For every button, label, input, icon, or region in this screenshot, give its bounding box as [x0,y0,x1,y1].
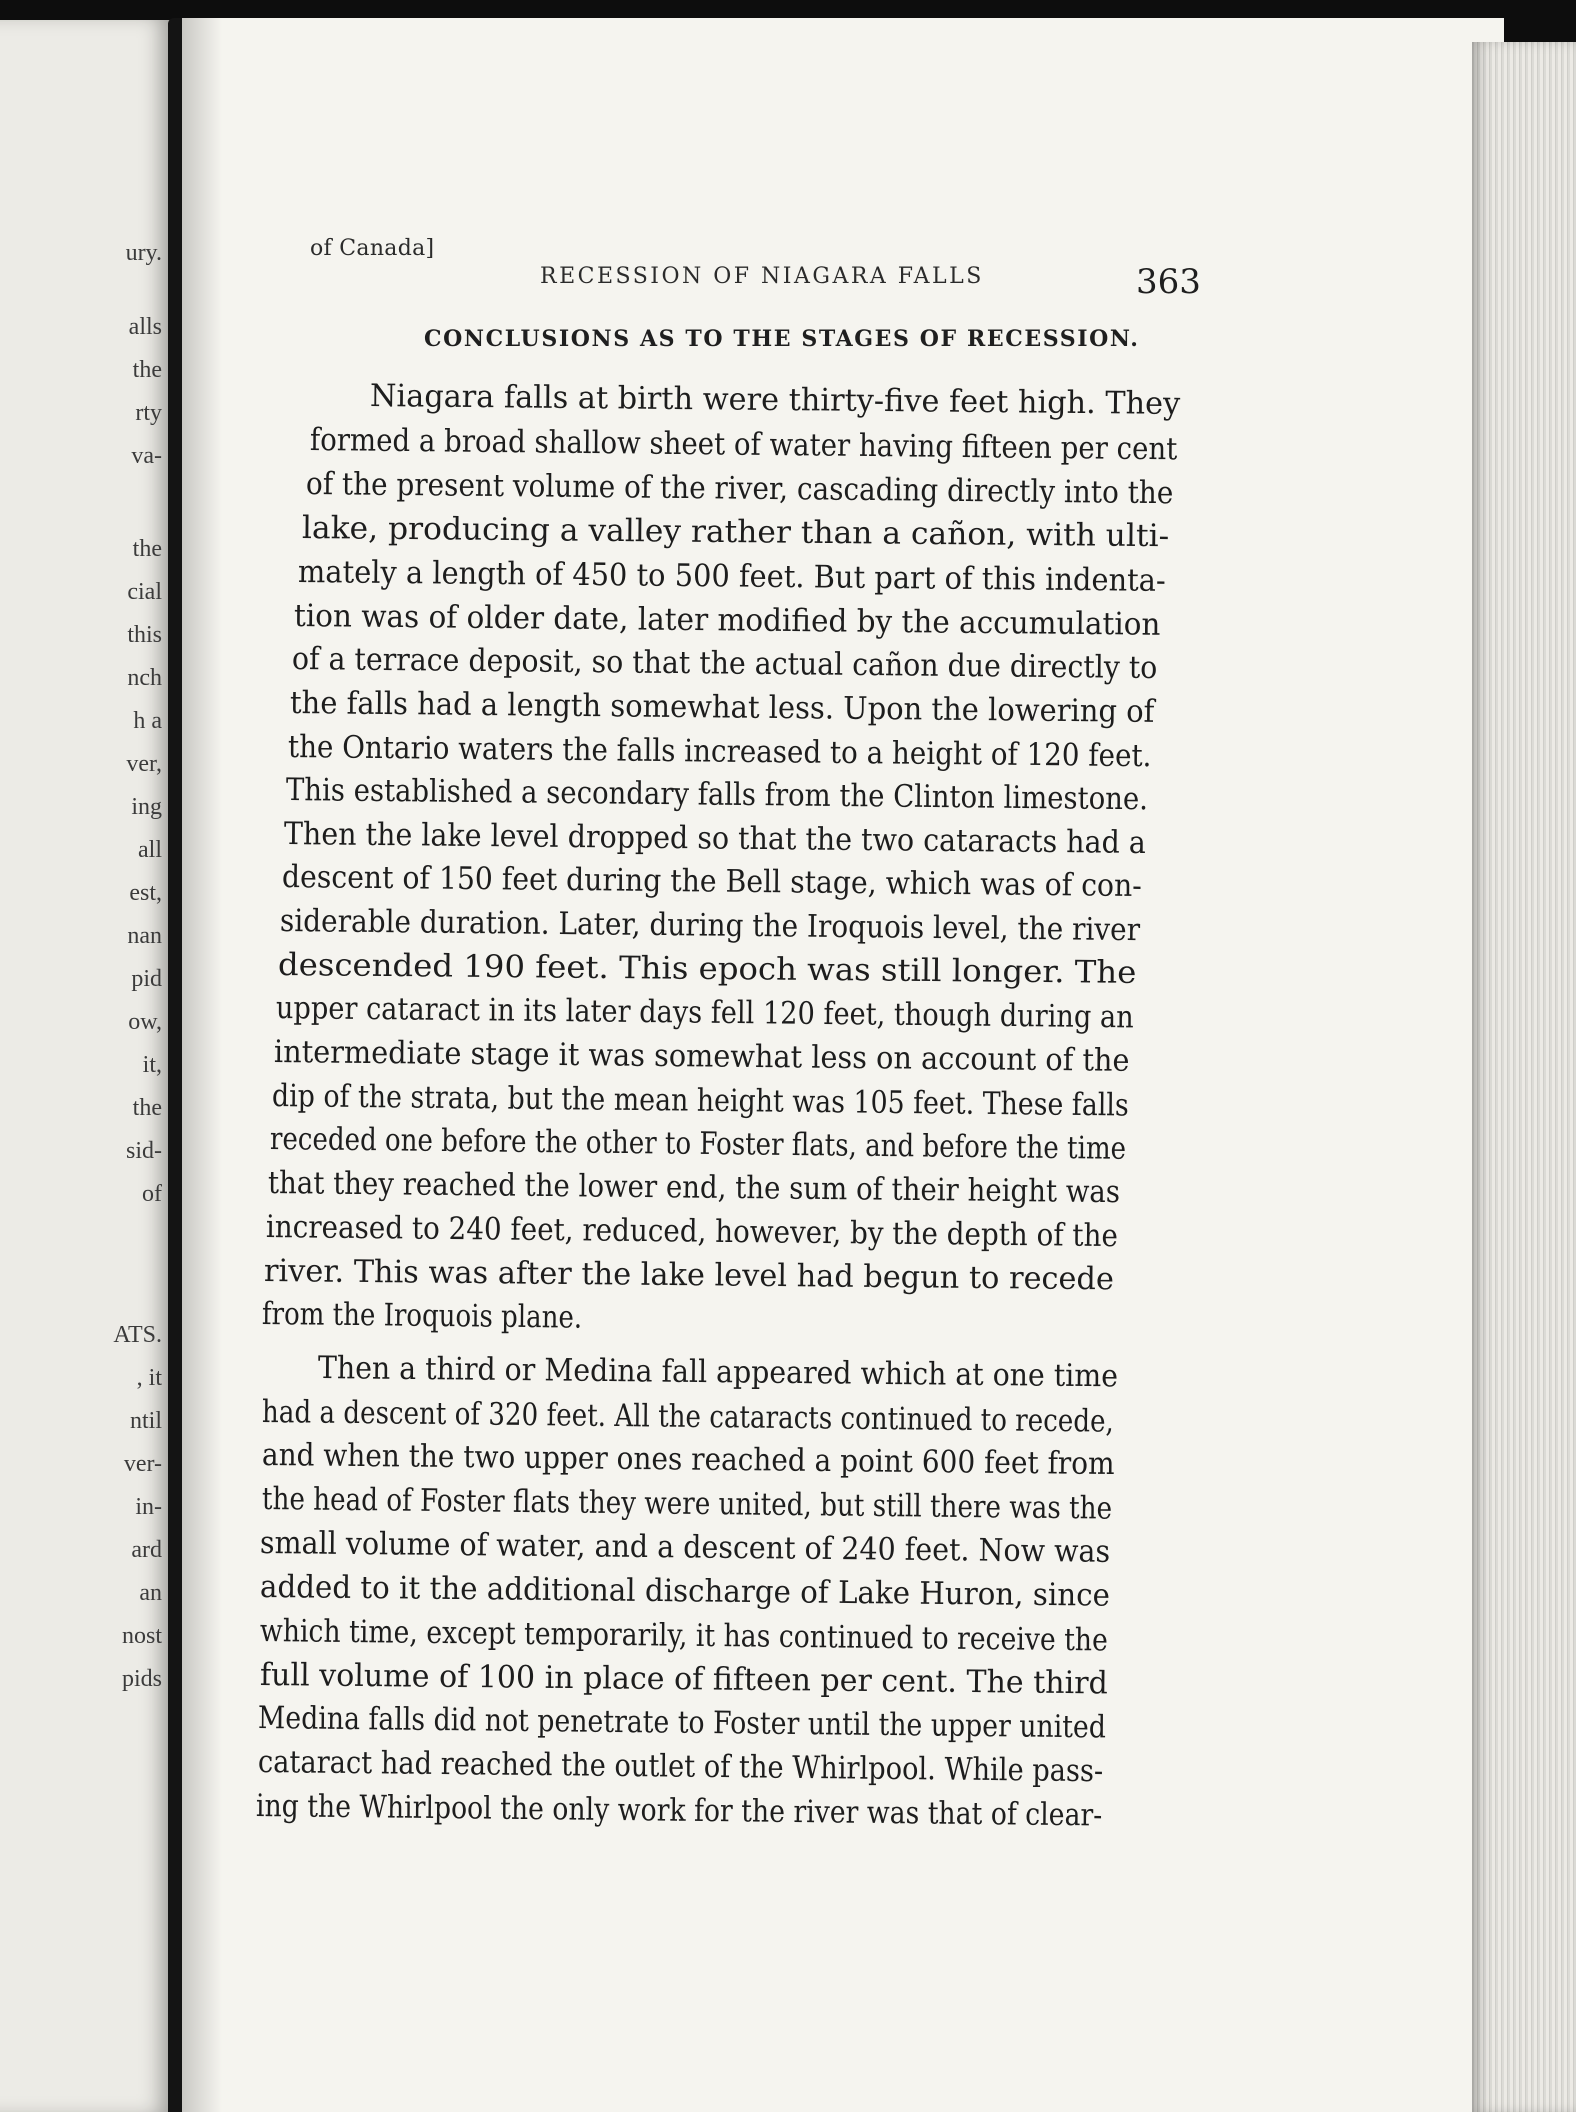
text-line: small volume of water, and a descent of 240 feet. Now was [259,1525,1111,1570]
left-page-text-fragment: this [127,622,162,648]
text-line: river. This was after the lake level had begun to recede [263,1253,1115,1298]
left-page-text-fragment: ATS. [113,1322,162,1348]
text-line: Then the lake level dropped so that the two cataracts had a [283,816,1146,862]
left-page-text-fragment: pids [121,1666,162,1692]
left-page-text-fragment: ver- [123,1451,162,1477]
left-page-text-fragment: rty [135,400,162,426]
text-line: This established a secondary falls from the Clinton limestone. [285,772,1149,818]
running-head-title: RECESSION OF NIAGARA FALLS [540,264,984,289]
text-line: that they reached the lower end, the sum of their height was [267,1165,1121,1211]
text-line: the Ontario waters the falls increased to a height of 120 feet. [287,729,1152,775]
text-line: the falls had a length somewhat less. Upon the lowering of [289,685,1155,730]
text-line: the head of Foster flats they were united, but still there was the [261,1481,1113,1527]
left-page-text-fragment: nost [121,1623,162,1649]
text-line: ing the Whirlpool the only work for the river was that of clear- [255,1788,1103,1834]
left-page-text-fragment: ard [131,1537,162,1563]
text-line: of the present volume of the river, cascading directly into the [305,466,1174,512]
text-line: dip of the strata, but the mean height was 105 feet. These falls [271,1078,1129,1124]
left-page-text-fragment: sid- [126,1138,162,1164]
text-line: siderable duration. Later, during the Iroquois level, the river [279,903,1141,949]
running-head-left: of Canada] [310,236,435,261]
left-page-text-fragment: it, [142,1052,162,1078]
text-line: intermediate stage it was somewhat less on account of the [273,1034,1130,1079]
text-line: had a descent of 320 feet. All the cataracts continued to recede, [261,1394,1114,1440]
left-page-text-fragment: , it [136,1365,162,1391]
left-page-text-fragment: all [138,837,162,863]
left-page-text-fragment: the [132,357,162,383]
text-line: tion was of older date, later modified by the accumulation [293,598,1161,643]
text-line: formed a broad shallow sheet of water having fifteen per cent [309,422,1178,468]
left-page-text-fragment: in- [135,1494,162,1520]
left-page-text-fragment: nan [127,923,162,949]
left-page-text-fragment: nch [127,665,162,691]
left-page-text-fragment: cial [127,579,162,605]
text-line: Medina falls did not penetrate to Foster until the upper united [257,1700,1107,1746]
text-line: descended 190 feet. This epoch was still longer. The [277,947,1137,991]
left-page-text-fragment: pid [131,966,162,992]
text-line: and when the two upper ones reached a point 600 feet from [261,1437,1115,1483]
text-line: increased to 240 feet, reduced, however, by the depth of the [265,1209,1119,1255]
text-line: descent of 150 feet during the Bell stage, which was of con- [281,859,1142,905]
page-number: 363 [1136,262,1201,302]
text-line: Niagara falls at birth were thirty-five feet high. They [369,378,1181,422]
text-line: from the Iroquois plane. [261,1296,583,1336]
left-page-text-fragment: an [139,1580,162,1606]
left-page-text-fragment: alls [128,314,162,340]
left-page-text-fragment: h a [133,708,162,734]
text-line: which time, except temporarily, it has continued to receive the [259,1613,1108,1659]
text-line: added to it the additional discharge of Lake Huron, since [259,1569,1111,1614]
left-page-text-fragment: ver, [126,751,162,777]
text-line: of a terrace deposit, so that the actual cañon due directly to [291,641,1158,687]
section-heading: CONCLUSIONS AS TO THE STAGES OF RECESSION. [424,326,1140,352]
left-page-text-fragment: ntil [129,1408,162,1434]
text-line: receded one before the other to Foster flats, and before the time [269,1121,1127,1167]
text-line: upper cataract in its later days fell 120 feet, though during an [275,990,1134,1036]
left-page-text-fragment: va- [131,443,162,469]
left-page-text-fragment: ury. [125,240,162,266]
text-line: cataract had reached the outlet of the Whirlpool. While pass- [257,1744,1104,1790]
text-line: full volume of 100 in place of fifteen per cent. The third [259,1657,1108,1702]
left-page-text-fragment: the [132,1095,162,1121]
text-line: Then a third or Medina fall appeared which at one time [317,1350,1119,1395]
left-page-text-fragment: of [142,1181,162,1207]
text-line: mately a length of 450 to 500 feet. But part of this indenta- [297,554,1166,599]
left-page-text-fragment: est, [129,880,162,906]
text-line: lake, producing a valley rather than a cañon, with ulti- [301,510,1170,555]
left-page-text-fragment: the [132,536,162,562]
left-page-text-fragment: ow, [128,1009,162,1035]
left-page-text-fragment: ing [131,794,162,820]
